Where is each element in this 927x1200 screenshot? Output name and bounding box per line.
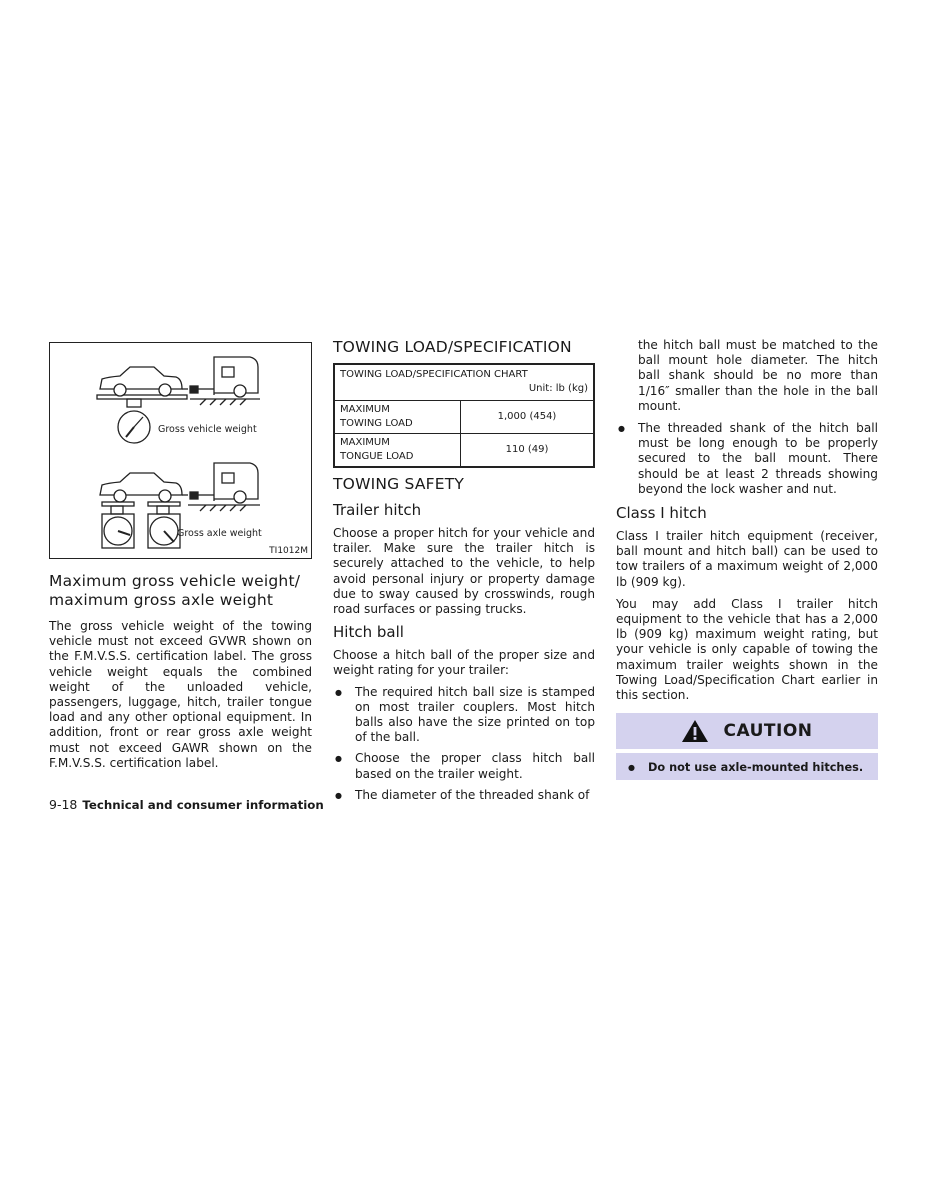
hitch-ball-heading: Hitch ball xyxy=(333,623,404,642)
trailer-hitch-heading: Trailer hitch xyxy=(333,501,422,519)
class-i-paragraph-1: Class I trailer hitch equipment (receiver, ball mount and hitch ball) can be used to tow trailers of a maximum weight of 2,000 lb (909 kg). xyxy=(616,529,878,589)
scale-diagram xyxy=(50,343,311,558)
middle-column xyxy=(333,338,595,803)
page-footer xyxy=(49,797,324,812)
figure-id: TI1012M xyxy=(269,546,308,556)
gross-axle-weight-label: Gross axle weight xyxy=(177,528,262,539)
towing-load-heading: TOWING LOAD/SPECIFICATION xyxy=(333,338,572,356)
list-item: ● Do not use axle-mounted hitches. xyxy=(626,760,868,775)
row-value: 110 (49) xyxy=(461,434,595,468)
row-label-line: TONGUE LOAD xyxy=(340,451,414,462)
list-item: ● The required hitch ball size is stamped on most trailer couplers. Most hitch balls also have the size printed on top of the ball. xyxy=(333,685,595,746)
table-row xyxy=(334,434,594,468)
right-column xyxy=(616,338,878,780)
page-number: 9-18 xyxy=(49,797,78,812)
scale-platform-top xyxy=(97,395,187,399)
left-column xyxy=(49,338,312,771)
row-label-line: MAXIMUM xyxy=(340,404,390,415)
warning-triangle-icon xyxy=(681,719,709,743)
towing-weight-illustration xyxy=(49,342,312,559)
gross-vehicle-weight-label: Gross vehicle weight xyxy=(158,424,257,435)
table-row xyxy=(334,401,594,434)
spec-table-title: TOWING LOAD/SPECIFICATION CHART xyxy=(340,369,528,380)
caution-title: CAUTION xyxy=(723,721,813,742)
caution-header xyxy=(616,713,878,749)
list-item: ● The threaded shank of the hitch ball must be long enough to be properly secured to the ball mount. There should be at least 2 threads showing beyond the lock washer and nut. xyxy=(616,421,878,497)
spec-table-unit: Unit: lb (kg) xyxy=(528,383,588,394)
caution-list xyxy=(626,760,868,775)
row-label xyxy=(334,401,461,434)
row-value: 1,000 (454) xyxy=(461,401,595,434)
class-i-paragraph-2: You may add Class I trailer hitch equipment to the vehicle that has a 2,000 lb (909 kg) maximum weight rating, but your vehicle is only capable of towing the maximum trailer weights shown in the Towing Load/Specification Chart earlier in this section. xyxy=(616,596,878,703)
hitch-ball-list xyxy=(333,685,595,803)
spec-table-title-cell xyxy=(334,364,594,401)
list-item: ● Choose the proper class hitch ball based on the trailer weight. xyxy=(333,751,595,781)
row-label xyxy=(334,434,461,468)
hitch-ball-intro: Choose a hitch ball of the proper size and weight rating for your trailer: xyxy=(333,648,595,678)
row-label-line: MAXIMUM xyxy=(340,437,390,448)
caution-body xyxy=(616,753,878,780)
shank-list xyxy=(616,421,878,497)
trailer-hitch-paragraph: Choose a proper hitch for your vehicle and trailer. Make sure the trailer hitch is securely attached to the vehicle, to help avoid personal injury or property damage due to sway caused by crosswinds, rough road surfaces or passing trucks. xyxy=(333,526,595,617)
continued-paragraph: the hitch ball must be matched to the ball mount hole diameter. The hitch ball shank should be no more than 1/16″ smaller than the hole in the ball mount. xyxy=(638,338,878,413)
towing-spec-table xyxy=(333,363,595,468)
class-i-hitch-heading: Class I hitch xyxy=(616,504,707,523)
list-item: ● The diameter of the threaded shank of xyxy=(333,788,595,803)
section-heading-max-gross-weight: Maximum gross vehicle weight/ maximum gross axle weight xyxy=(49,572,301,609)
towing-safety-heading: TOWING SAFETY xyxy=(333,475,465,493)
row-label-line: TOWING LOAD xyxy=(340,418,413,429)
chapter-title: Technical and consumer information xyxy=(82,798,324,812)
gross-weight-paragraph: The gross vehicle weight of the towing vehicle must not exceed GVWR shown on the F.M.V.S.S. certification label. The gross vehicle weight equals the combined weight of the unloaded vehicle, passengers, luggage, hitch, trailer tongue load and any other optional equipment. In addition, front or rear gross axle weight must not exceed GAWR shown on the F.M.V.S.S. certification label. xyxy=(49,619,312,770)
